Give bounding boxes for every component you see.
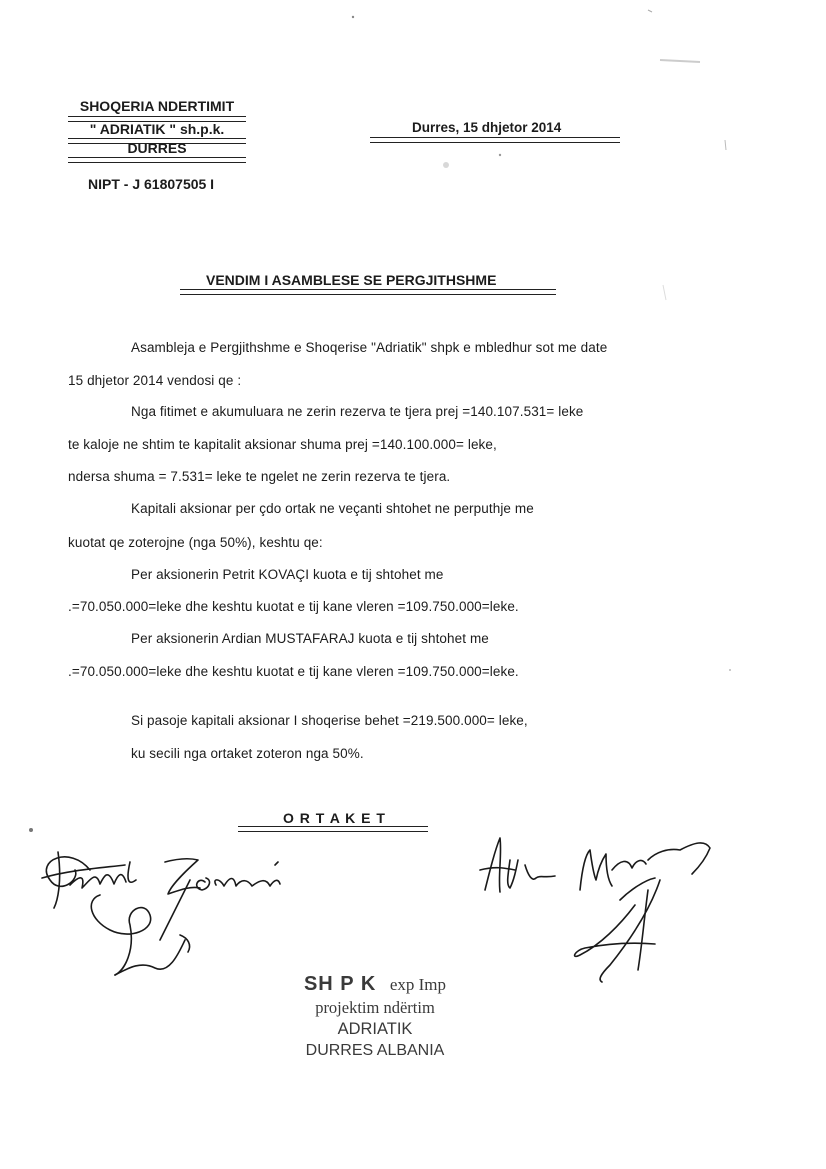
paragraph-2-line-1: Nga fitimet e akumuluara ne zerin rezerva te tjera prej =140.107.531= leke xyxy=(131,404,584,419)
ortaket-double-rule xyxy=(238,826,428,832)
paragraph-4-line-2: .=70.050.000=leke dhe keshtu kuotat e tij kane vleren =109.750.000=leke. xyxy=(68,599,519,614)
paragraph-5-line-1: Per aksionerin Ardian MUSTAFARAJ kuota e tij shtohet me xyxy=(131,631,489,646)
paragraph-6-line-2: ku secili nga ortaket zoteron nga 50%. xyxy=(131,746,364,761)
date-double-rule xyxy=(370,137,620,143)
stamp-exp-imp: exp Imp xyxy=(389,975,447,994)
title-double-rule xyxy=(180,289,556,295)
signature-ardian-mustafaraj xyxy=(470,830,730,990)
stamp-line-2: projektim ndërtim xyxy=(315,998,435,1017)
company-city: DURRES xyxy=(127,140,187,156)
stamp-line-4: DURRES ALBANIA xyxy=(305,1042,445,1059)
paragraph-2-line-2: te kaloje ne shtim te kapitalit aksionar shuma prej =140.100.000= leke, xyxy=(68,437,497,452)
document-title: VENDIM I ASAMBLESE SE PERGJITHSHME xyxy=(206,272,497,288)
stamp-shpk: SH P K xyxy=(303,973,377,995)
paragraph-3-line-2: kuotat qe zoterojne (nga 50%), keshtu qe: xyxy=(68,535,323,550)
paragraph-6-line-1: Si pasoje kapitali aksionar I shoqerise behet =219.500.000= leke, xyxy=(131,713,528,728)
paragraph-5-line-2: .=70.050.000=leke dhe keshtu kuotat e tij kane vleren =109.750.000=leke. xyxy=(68,664,519,679)
company-nipt: NIPT - J 61807505 I xyxy=(88,176,215,192)
paragraph-1-line-1: Asambleja e Pergjithshme e Shoqerise "Adriatik" shpk e mbledhur sot me date xyxy=(131,340,608,355)
stamp-line-1 xyxy=(255,973,495,996)
company-name-line2: " ADRIATIK " sh.p.k. xyxy=(89,121,225,137)
company-name-line1: SHOQERIA NDERTIMIT xyxy=(79,98,235,114)
paragraph-1-line-2: 15 dhjetor 2014 vendosi qe : xyxy=(68,373,242,388)
paragraph-2-line-3: ndersa shuma = 7.531= leke te ngelet ne zerin rezerva te tjera. xyxy=(68,469,451,484)
header-double-rule-3 xyxy=(68,157,246,163)
paragraph-3-line-1: Kapitali aksionar per çdo ortak ne veçanti shtohet ne perputhje me xyxy=(131,501,534,516)
ortaket-heading: O R T A K E T xyxy=(283,810,386,826)
signature-petrit-kovaci xyxy=(30,840,320,990)
stamp-line-3: ADRIATIK xyxy=(337,1020,413,1038)
paragraph-4-line-1: Per aksionerin Petrit KOVAÇI kuota e tij shtohet me xyxy=(131,567,444,582)
date-line: Durres, 15 dhjetor 2014 xyxy=(412,120,562,135)
